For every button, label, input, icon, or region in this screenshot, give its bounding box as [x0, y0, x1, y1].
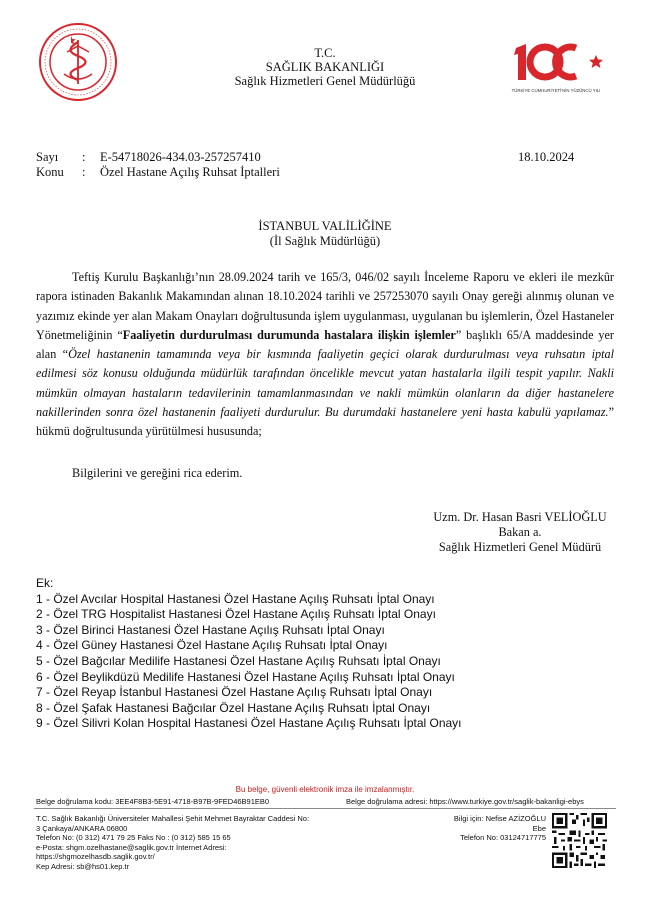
signature-block	[390, 510, 649, 555]
document-meta	[36, 150, 280, 180]
qr-code-icon	[552, 813, 607, 868]
attachment-item: 6 - Özel Beylikdüzü Medilife Hastanesi Özel Hastane Açılış Ruhsatı İptal Onayı	[36, 669, 455, 684]
body-text-2: ” başlıklı 65/A maddesinde yer alan “	[36, 327, 614, 362]
recipient	[150, 219, 500, 249]
sayi-colon: :	[82, 150, 86, 164]
meta-row-sayi	[36, 150, 280, 165]
attachments-list	[36, 576, 462, 732]
recipient-line1: İSTANBUL VALİLİĞİNE	[258, 219, 392, 233]
attachment-item: 9 - Özel Silivri Kolan Hospital Hastanesi Özel Hastane Açılış Ruhsatı İptal Onayı	[36, 716, 462, 731]
letterhead-directorate: Sağlık Hizmetleri Genel Müdürlüğü	[234, 74, 416, 88]
document-date: 18.10.2024	[518, 150, 575, 164]
attachment-item: 4 - Özel Güney Hastanesi Özel Hastane Açılış Ruhsatı İptal Onayı	[36, 638, 388, 653]
body-text-3: ” hükmü doğrultusunda yürütülmesi hususunda;	[36, 405, 614, 439]
signatory-role1: Bakan a.	[498, 525, 542, 539]
letter-body	[36, 268, 614, 442]
footer-phone: Telefon No: (0 312) 471 79 25 Faks No : (0 312) 585 15 65	[36, 833, 231, 843]
letterhead-line-tc: T.C.	[314, 46, 336, 60]
info-contact-phone: Telefon No: 03124717775	[460, 833, 546, 843]
attachment-item: 2 - Özel TRG Hospitalist Hastanesi Özel Hastane Açılış Ruhsatı İptal Onayı	[36, 607, 436, 622]
attachment-item: 7 - Özel Reyap İstanbul Hastanesi Özel Hastane Açılış Ruhsatı İptal Onayı	[36, 685, 433, 700]
body-bold-heading: Faaliyetin durdurulması durumunda hastalara ilişkin işlemler	[122, 327, 456, 342]
footer-kep: Kep Adresi: sb@hs01.kep.tr	[36, 861, 130, 871]
footer-website-link[interactable]: https://shgmozelhasdb.saglik.gov.tr/	[36, 852, 155, 862]
konu-value: Özel Hastane Açılış Ruhsat İptalleri	[100, 165, 280, 179]
footer-contact	[36, 814, 309, 872]
meta-row-konu	[36, 165, 280, 180]
footer-email: e-Posta: shgm.ozelhastane@saglik.gov.tr İnternet Adresi:	[36, 842, 227, 852]
centenary-caption: TÜRKİYE CUMHURİYETİ'NİN YÜZÜNCÜ YILI	[511, 88, 601, 93]
letterhead	[150, 46, 500, 88]
attachment-item: 1 - Özel Avcılar Hospital Hastanesi Özel Hastane Açılış Ruhsatı İptal Onayı	[36, 591, 435, 606]
attachment-item: 8 - Özel Şafak Hastanesi Bağcılar Özel Hastane Açılış Ruhsatı İptal Onayı	[36, 700, 431, 715]
konu-colon: :	[82, 165, 86, 179]
sayi-label: Sayı	[36, 150, 59, 164]
konu-label: Konu	[36, 165, 64, 179]
signatory-name: Uzm. Dr. Hasan Basri VELİOĞLU	[433, 510, 607, 524]
attachments-label: Ek:	[36, 576, 54, 590]
info-contact-name: Bilgi için: Nefise AZİZOĞLU	[453, 814, 546, 823]
footer-divider	[34, 808, 616, 809]
attachment-item: 3 - Özel Birinci Hastanesi Özel Hastane Açılış Ruhsatı İptal Onayı	[36, 622, 385, 637]
body-paragraph	[36, 268, 614, 442]
esign-notice: Bu belge, güvenli elektronik imza ile imzalanmıştır.	[235, 785, 415, 794]
footer-address-line1: T.C. Sağlık Bakanlığı Üniversiteler Mahallesi Şehit Mehmet Bayraktar Caddesi No:	[36, 814, 310, 823]
footer-address-line2: 3 Çankaya/ANKARA 06800	[36, 823, 128, 833]
body-quoted-regulation: Özel hastanenin tamamında veya bir kısmında faaliyetin geçici olarak durdurulması veya ruhsatın iptal edilmesi söz konusu olduğunda müdürlük tarafından öncelikle mevcut yatan hastalarla ilgili tespit yapılır. Nakli mümkün olmayan hastaların tedavilerinin tamamlanmasından ve nakli mümkün olanların da diğer hastanelere nakillerinden sonra özel hastanenin faaliyeti durdurulur. Bu durumdaki hastanelere yeni hasta kabulü yapılamaz.	[36, 347, 614, 420]
verification-code: Belge doğrulama kodu: 3EE4F8B3-5E91-4718-B97B-9FED46B91EB0	[36, 797, 270, 806]
ministry-seal-icon	[38, 22, 118, 102]
body-text-1: Teftiş Kurulu Başkanlığı’nın 28.09.2024 tarih ve 165/3, 046/02 sayılı İnceleme Raporu ve ekleri ile mezkûr rapora istinaden Bakanlık Makamından alınan 18.10.2024 tarihli ve 257253070 sayılı Onay gereği alınmış olunan ve yazımız ekinde yer alan Makam Onayları doğrultusunda işlem uygulanması, uygulanan bu işlemlerin, Özel Hastaneler Yönetmeliğinin “	[36, 270, 614, 342]
recipient-line2: (İl Sağlık Müdürlüğü)	[269, 234, 381, 248]
letterhead-ministry: SAĞLIK BAKANLIĞI	[265, 60, 385, 74]
verification-address-link[interactable]: Belge doğrulama adresi: https://www.turkiye.gov.tr/saglik-bakanligi-ebys	[346, 797, 584, 806]
info-contact-title: Ebe	[532, 823, 546, 833]
signatory-role2: Sağlık Hizmetleri Genel Müdürü	[438, 540, 602, 554]
sayi-value: E-54718026-434.03-257257410	[100, 150, 261, 164]
attachment-item: 5 - Özel Bağcılar Medilife Hastanesi Özel Hastane Açılış Ruhsatı İptal Onayı	[36, 653, 441, 668]
closing-sentence: Bilgilerini ve gereğini rica ederim.	[72, 466, 243, 480]
footer-info	[428, 814, 546, 843]
